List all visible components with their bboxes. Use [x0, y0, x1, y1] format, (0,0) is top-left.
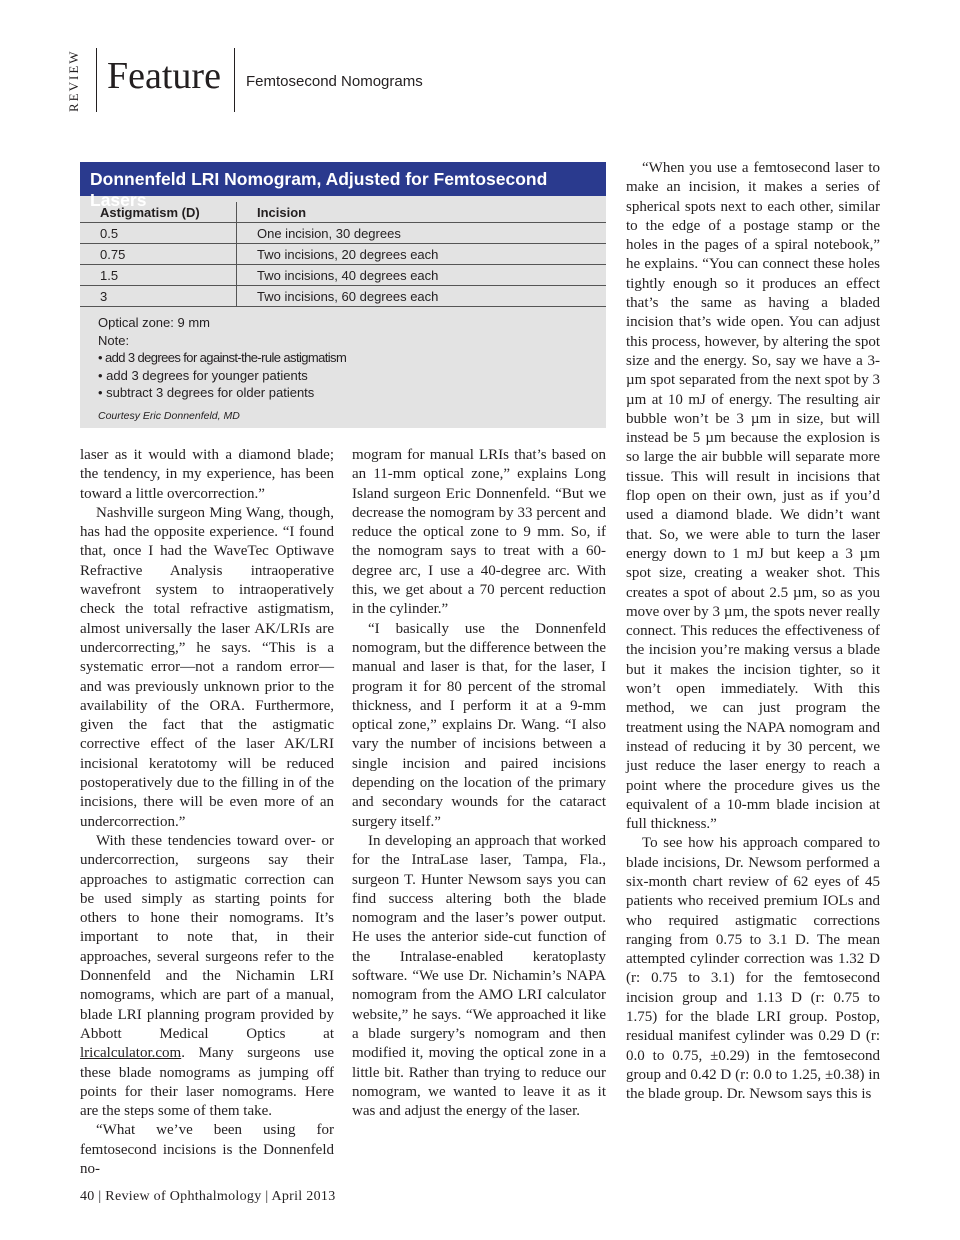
paragraph: “I basically use the Donnenfeld nomogram, but the difference between the manual and laser is that, for the laser, I program it for 80 percent of the stromal thickness, and I perform it at a 9-mm optical zone,” explains Dr. Wang. “I also vary the number of incisions between a single incision and paired incisions depending on the location of the primary and secondary wounds for the cataract surgery itself.”: [352, 620, 606, 830]
table-row: [80, 286, 606, 307]
cell-astigmatism: 0.75: [80, 244, 237, 265]
table-row: [80, 223, 606, 244]
paragraph: To see how his approach compared to blade incisions, Dr. Newsom performed a six-month chart review of 62 eyes of 45 patients who received premium IOLs and who required astigmatic corrections ranging from 0.75 to 3.1 D. The mean attempted cylinder correction was 1.32 D (r: 0.75 to 3.1) for the femtosecond incision group and 1.13 D (r: 0.75 to 1.75) for the blade LRI group. Postop, residual manifest cylinder was 0.29 D (r: 0.0 to 0.75, ±0.29) in the femtosecond group and 0.42 D (r: 0.0 to 1.25, ±0.38) in the blade group. Dr. Newsom says this is: [626, 835, 880, 1103]
paragraph-text: . Many surgeons use these blade nomograms as jumping off points for their laser nomograms. Here are the steps some of them take.: [80, 1045, 334, 1120]
nomogram-notes: [98, 314, 346, 402]
nomogram-box-title-bar: [80, 162, 606, 210]
paragraph: [80, 832, 334, 1121]
paragraph: mogram for manual LRIs that’s based on an 11-mm optical zone,” explains Long Island surgeon Eric Donnenfeld. “But we decrease the nomogram by 33 percent and reduce the optical zone to 9 mm. So, if the nomogram says to treat with a 60-degree arc, I use a 40-degree arc. With this, we get about a 70 percent reduction in the cylinder.”: [352, 447, 606, 618]
column-header-astigmatism: Astigmatism (D): [80, 202, 237, 223]
note-item: • add 3 degrees for younger patients: [98, 367, 308, 383]
cell-incision: Two incisions, 40 degrees each: [237, 265, 607, 286]
cell-incision: Two incisions, 20 degrees each: [237, 244, 607, 265]
nomogram-box-title: Donnenfeld LRI Nomogram, Adjusted for Femtosecond Lasers: [90, 169, 548, 210]
nomogram-box: [80, 162, 606, 428]
cell-incision: Two incisions, 60 degrees each: [237, 286, 607, 307]
courtesy-credit: Courtesy Eric Donnenfeld, MD: [98, 410, 240, 422]
note-item: • add 3 degrees for against-the-rule astigmatism: [98, 350, 347, 365]
cell-astigmatism: 1.5: [80, 265, 237, 286]
paragraph: In developing an approach that worked for the IntraLase laser, Tampa, Fla., surgeon T. Hunter Newsom says you can find success altering both the blade nomogram and the laser’s power output. He uses the anterior side-cut function of the Intralase-enabled keratoplasty software. “We use Dr. Nichamin’s NAPA nomogram from the AMO LRI calculator website,” he says. “We approached it like a blade surgery’s nomogram and then modified it, moving the optical zone in a little bit. Rather than trying to reduce our nomogram, we wanted to leave it as it was and adjust the energy of the laser.: [352, 832, 606, 1120]
header-divider-left: [96, 48, 97, 112]
note-label: Note:: [98, 332, 130, 348]
review-vertical-label: [62, 48, 90, 114]
optical-zone-text: Optical zone: 9 mm: [98, 315, 210, 330]
table-row: [80, 244, 606, 265]
paragraph: Nashville surgeon Ming Wang, though, has had the opposite experience. “I found that, once I had the WaveTec Optiwave Refractive Analysis intraoperative wavefront system to intraoperatively check the total refractive astigmatism, almost universally the laser AK/LRIs are undercorrecting,” he says. “This is a systematic error—not a random error—and was previously unknown prior to the availability of the ORA. Furthermore, given the fact that the astigmatic corrective effect of the laser AK/LRI incisional keratotomy will be reduced postoperatively due to the filling in of the incisions, there will be even more of an undercorrection.”: [80, 504, 334, 830]
paragraph-text: With these tendencies toward over- or undercorrection, surgeons say their approaches to astigmatic correction can be used simply as starting points for others to hone their nomograms. It’s important to note that, in their approaches, several surgeons refer to the Donnenfeld and the Nichamin LRI nomograms, which are part of a manual, blade LRI planning program provided by Abbott Medical Optics at: [80, 832, 334, 1042]
paragraph: “What we’ve been using for femtosecond incisions is the Donnenfeld no-: [80, 1122, 334, 1177]
paragraph: “When you use a femtosecond laser to make an incision, it makes a series of spherical spots next to each other, similar to the edge of a postage stamp or the holes in the pages of a spiral notebook,” he explains. “You can connect these holes tightly enough so it produces an effect that’s the same as having a bladed incision that’s wide open. You can adjust this process, however, by altering the spot size and the energy. So, say we have a 3-µm spot separated from the next spot by 3 µm at 10 mJ of energy. The resulting air bubble won’t be 3 µm in size, but will instead be 5 µm because the explosion is so large the air bubble will separate more tissue. This will result in incisions that flop open on their own, just as if you’d used a diamond blade. We didn’t want that. So, we were able to turn the laser energy down to 1 mJ but keep a 3 µm spot size, creating a weaker shot. This creates a spot of about 2.5 µm, so as you move over by 3 µm, the spots never really connect. This reduces the effectiveness of the incision you’re making versus a blade but it makes the incision tighter, so it won’t open immediately. With this method, we can just program the treatment using the NAPA nomogram and instead of reducing it by 30 percent, we just reduce the laser energy to reach a point where the procedure gives us the equivalent of a 10-mm blade incision at full thickness.”: [626, 160, 880, 833]
header-divider-right: [234, 48, 235, 112]
table-header-row: [80, 202, 606, 223]
article-column-3: [626, 159, 880, 1105]
note-item: • subtract 3 degrees for older patients: [98, 385, 315, 400]
subsection-title: Femtosecond Nomograms: [246, 73, 423, 90]
nomogram-table: [80, 202, 606, 307]
article-column-1: [80, 446, 334, 1179]
table-row: [80, 265, 606, 286]
cell-incision: One incision, 30 degrees: [237, 223, 607, 244]
review-label-text: REVIEW: [66, 49, 81, 112]
page-footer: 40 | Review of Ophthalmology | April 2013: [80, 1189, 336, 1204]
section-title: Feature: [107, 55, 221, 97]
paragraph: laser as it would with a diamond blade; the tendency, in my experience, has been toward a little overcorrection.”: [80, 447, 334, 502]
cell-astigmatism: 0.5: [80, 223, 237, 244]
column-header-incision: Incision: [237, 202, 607, 223]
lricalculator-link[interactable]: lricalculator.com: [80, 1045, 182, 1062]
cell-astigmatism: 3: [80, 286, 237, 307]
article-column-2: [352, 446, 606, 1121]
